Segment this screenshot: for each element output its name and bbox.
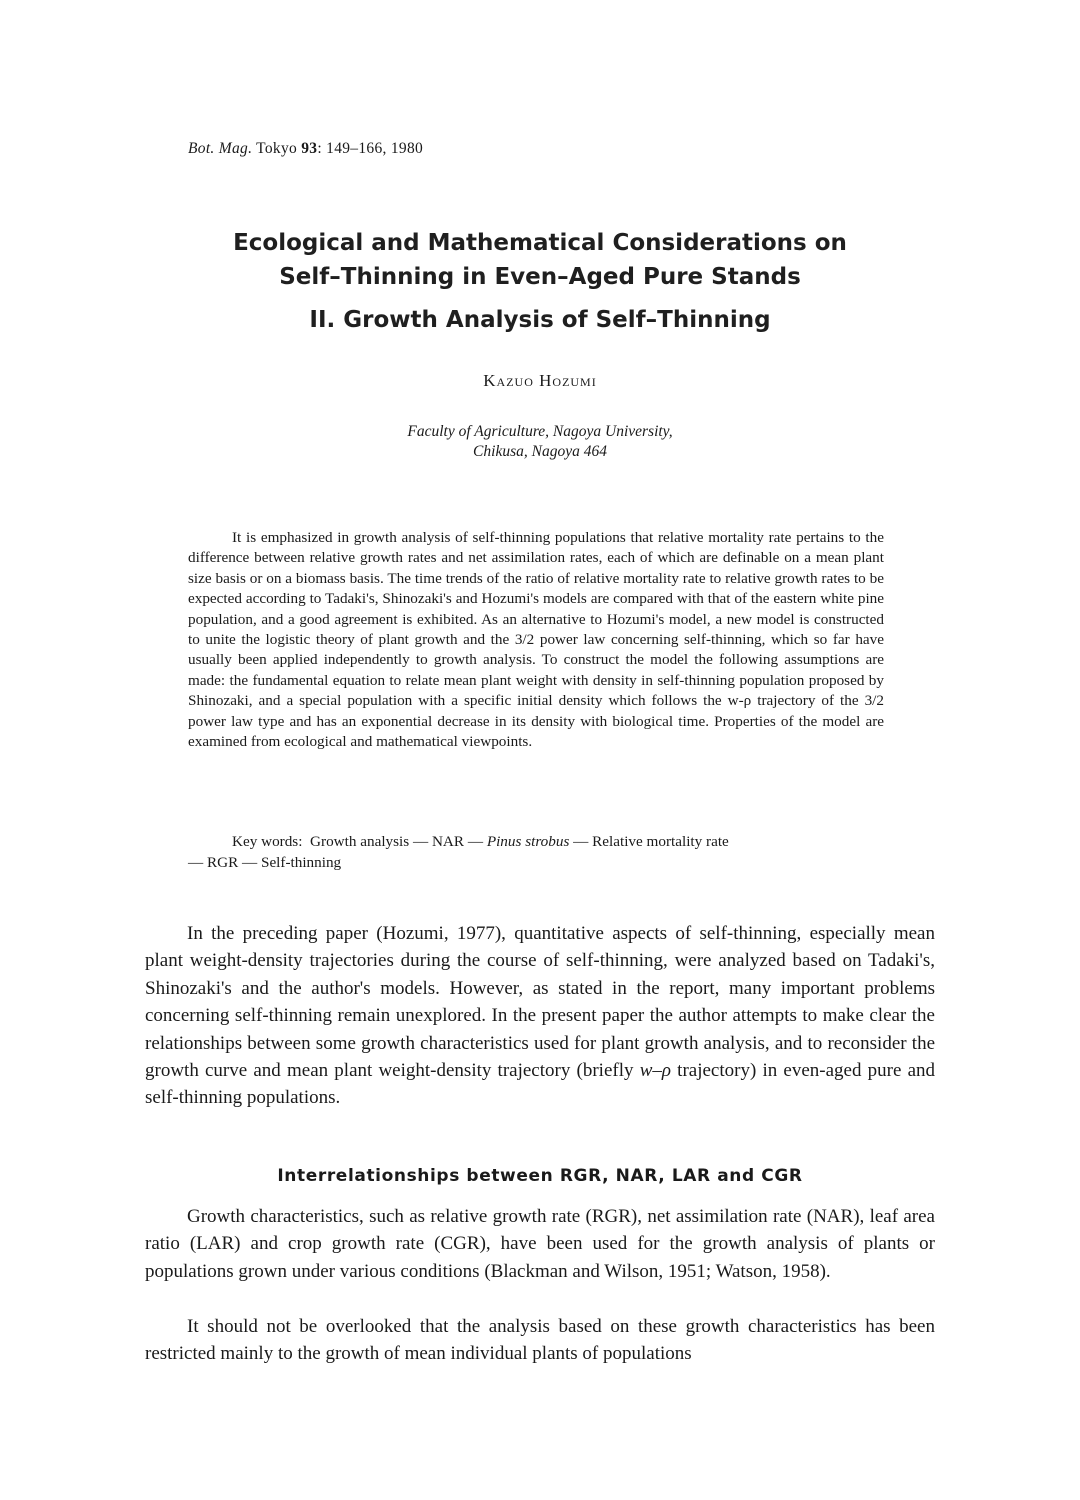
- author-affiliation: [0, 422, 1080, 462]
- keywords-line-1: [188, 831, 884, 852]
- paper-title: [0, 226, 1080, 337]
- affiliation-line-1: Faculty of Agriculture, Nagoya University,: [407, 423, 673, 440]
- journal-pages-year: : 149–166, 1980: [317, 140, 424, 157]
- journal-name: Bot. Mag.: [188, 140, 253, 157]
- journal-city: Tokyo: [256, 140, 298, 157]
- journal-volume: 93: [301, 140, 318, 157]
- author-name: Kazuo Hozumi: [483, 371, 597, 390]
- paragraph-text: In the preceding paper (Hozumi, 1977), quantitative aspects of self-thinning, especially mean plant weight-density trajectories during the course of self-thinning, were analyzed based on Tadaki's, Shinozaki's and the author's models. However, as stated in the report, many important problems concerning self-thinning remain unexplored. In the present paper the author attempts to make clear the relationships between some growth characteristics used for plant growth analysis, and to reconsider the growth curve and mean plant weight-density trajectory (briefly: [145, 923, 935, 1082]
- inline-variable: w–ρ: [639, 1060, 671, 1082]
- keywords: [188, 831, 884, 873]
- abstract: It is emphasized in growth analysis of self-thinning populations that relative mortality rate pertains to the difference between relative growth rates and net assimilation rates, each of which are definable on a mean plant size basis or on a biomass basis. The time trends of the ratio of relative mortality rate to relative growth rates to be expected according to Tadaki's, Shinozaki's and Hozumi's models are compared with that of the eastern white pine population, and a good agreement is exhibited. As an alternative to Hozumi's model, a new model is constructed to unite the logistic theory of plant growth and the 3/2 power law concerning self-thinning, which so far have usually been applied independently to growth analysis. To construct the model the following assumptions are made: the fundamental equation to relate mean plant weight with density in self-thinning population proposed by Shinozaki, and a special population with a specific initial density which follows the w-ρ trajectory of the 3/2 power law type and has an exponential decrease in its density with biological time. Properties of the model are examined from ecological and mathematical viewpoints.: [188, 529, 884, 751]
- keyword-item: — RGR — Self-thinning: [188, 854, 342, 871]
- section-heading: Interrelationships between RGR, NAR, LAR and CGR: [277, 1166, 803, 1186]
- title-line-1: Ecological and Mathematical Considerations on: [233, 230, 847, 256]
- journal-citation: [188, 140, 423, 158]
- body-paragraph-3: It should not be overlooked that the analysis based on these growth characteristics has been restricted mainly to the growth of mean individual plants of populations: [145, 1316, 935, 1365]
- keywords-label: Key words:: [232, 833, 303, 850]
- paragraph-text: trajectory) in even-aged pure and self-thinning populations.: [145, 1060, 936, 1109]
- keyword-item: — Relative mortality rate: [573, 833, 729, 850]
- paper-subtitle: II. Growth Analysis of Self–Thinning: [309, 307, 771, 333]
- body-paragraph-2: Growth characteristics, such as relative growth rate (RGR), net assimilation rate (NAR), leaf area ratio (LAR) and crop growth rate (CGR), have been used for the growth analysis of plants or populations grown under various conditions (Blackman and Wilson, 1951; Watson, 1958).: [145, 1206, 935, 1282]
- keyword-item: Pinus strobus: [486, 833, 570, 850]
- affiliation-line-2: Chikusa, Nagoya 464: [473, 443, 607, 460]
- title-line-2: Self–Thinning in Even–Aged Pure Stands: [279, 264, 801, 290]
- body-paragraph-1: [145, 920, 935, 1112]
- keyword-item: Growth analysis — NAR —: [310, 833, 484, 850]
